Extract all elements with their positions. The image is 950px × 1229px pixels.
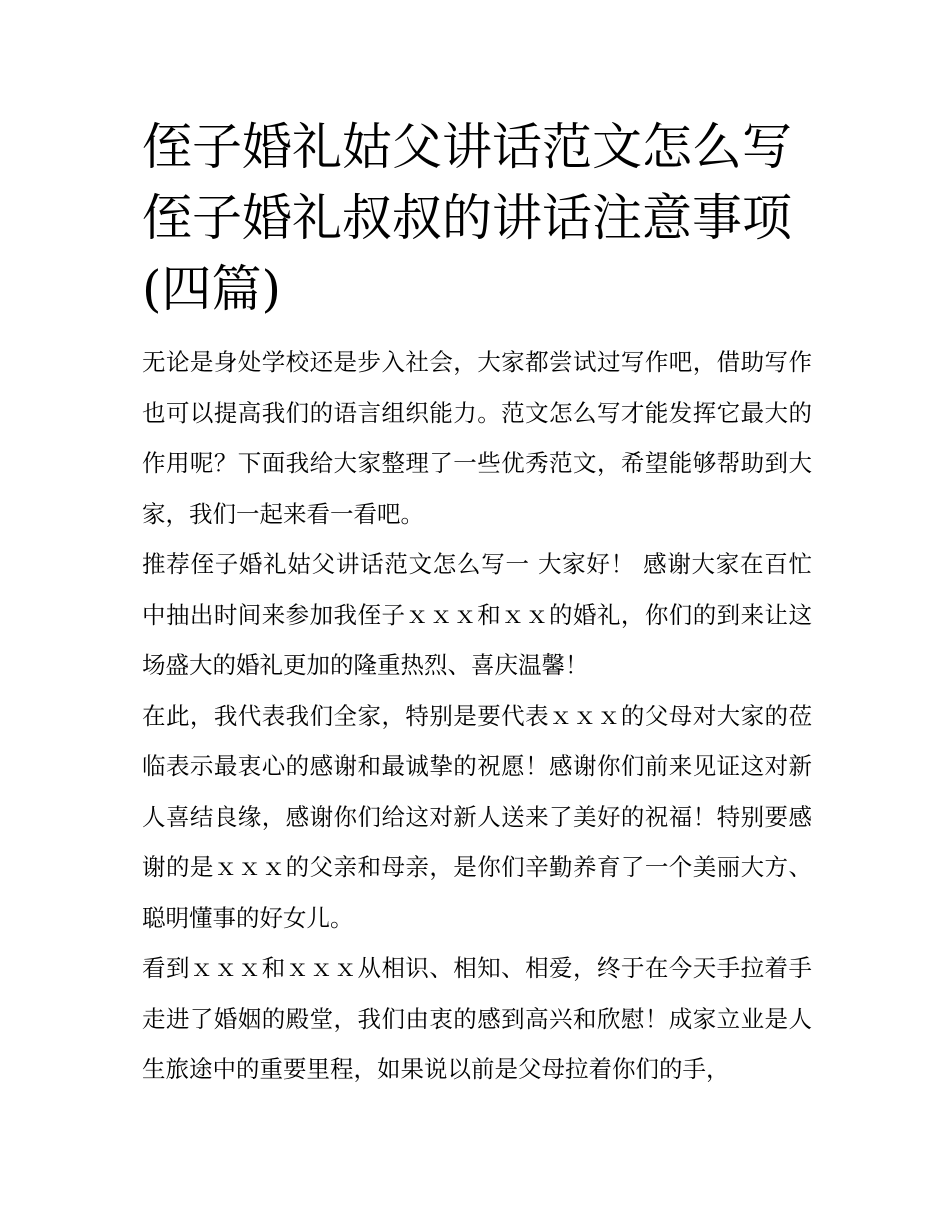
- paragraph-2: 推荐侄子婚礼姑父讲话范文怎么写一 大家好！ 感谢大家在百忙中抽出时间来参加我侄子ｘｘｘ和ｘｘ的婚礼，你们的到来让这场盛大的婚礼更加的隆重热烈、喜庆温馨！: [142, 550, 812, 679]
- document-title: [142, 112, 812, 325]
- title-line-1: 侄子婚礼姑父讲话范文怎么写: [142, 118, 792, 176]
- document-page: [142, 112, 812, 1095]
- title-line-3: (四篇): [142, 260, 282, 318]
- title-line-2: 侄子婚礼叔叔的讲话注意事项: [142, 189, 792, 247]
- intro-paragraph: 无论是身处学校还是步入社会，大家都尝试过写作吧，借助写作也可以提高我们的语言组织能力。范文怎么写才能发挥它最大的作用呢？下面我给大家整理了一些优秀范文，希望能够帮助到大家，我们一起来看一看吧。: [142, 348, 812, 528]
- document-body: [142, 337, 812, 1095]
- paragraph-4: 看到ｘｘｘ和ｘｘｘ从相识、相知、相爱，终于在今天手拉着手走进了婚姻的殿堂，我们由衷的感到高兴和欣慰！成家立业是人生旅途中的重要里程，如果说以前是父母拉着你们的手，: [142, 954, 812, 1083]
- paragraph-3: 在此，我代表我们全家，特别是要代表ｘｘｘ的父母对大家的莅临表示最衷心的感谢和最诚挚的祝愿！感谢你们前来见证这对新人喜结良缘，感谢你们给这对新人送来了美好的祝福！特别要感谢的是ｘｘｘ的父亲和母亲，是你们辛勤养育了一个美丽大方、聪明懂事的好女儿。: [142, 701, 812, 932]
